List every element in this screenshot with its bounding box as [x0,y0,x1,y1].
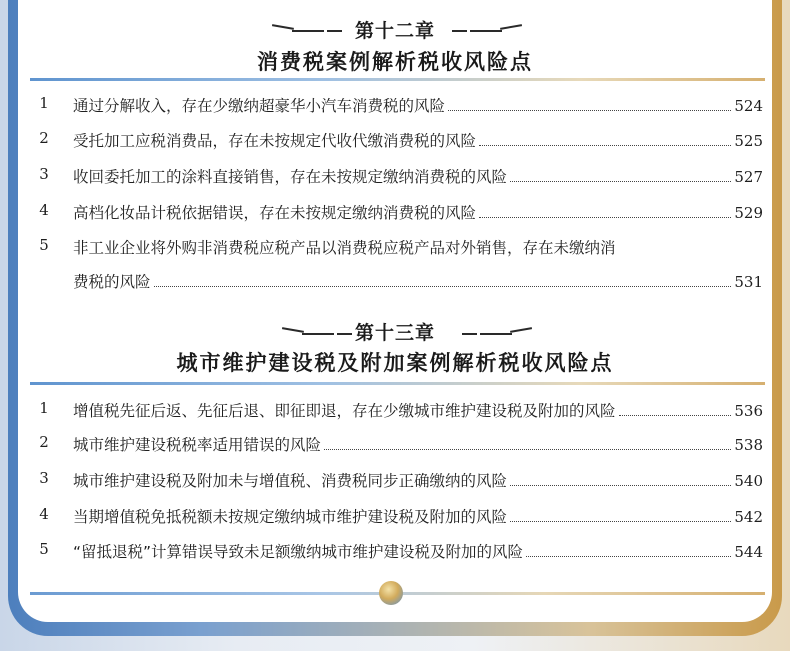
chapter-number: 第十三章 [354,322,435,344]
entry-title: “留抵退税”计算错误导致未足额缴纳城市维护建设税及附加的风险 [73,543,524,561]
entry-page: 531 [734,273,763,291]
leader-dots [510,521,731,522]
entry-title: 当期增值税免抵税额未按规定缴纳城市维护建设税及附加的风险 [73,508,508,526]
chapter-title: 消费税案例解析税收风险点 [257,49,533,74]
leader-dots [448,110,731,111]
chapter-title: 城市维护建设税及附加案例解析税收风险点 [176,350,614,375]
entry-index: 4 [39,505,49,523]
leader-dots [510,485,731,486]
entry-index: 5 [39,236,49,254]
leader-dots [479,217,731,218]
entry-index: 4 [39,201,49,219]
toc-entry-continued[interactable] [0,270,790,300]
entry-index: 5 [39,540,49,558]
entry-index: 1 [39,399,49,417]
leader-dots [324,449,731,450]
chapter-number: 第十二章 [354,20,435,42]
toc-entry[interactable] [0,236,790,266]
toc-entry[interactable] [0,399,790,429]
entry-page: 540 [734,472,763,490]
entry-title-continued: 费税的风险 [73,273,151,291]
toc-entry[interactable] [0,433,790,463]
entry-page: 538 [734,436,763,454]
entry-title: 受托加工应税消费品，存在未按规定代收代缴消费税的风险 [73,132,477,150]
entry-title: 非工业企业将外购非消费税应税产品以消费税应税产品对外销售，存在未缴纳消 [73,239,616,257]
entry-page: 525 [734,132,763,150]
entry-index: 3 [39,165,49,183]
entry-page: 542 [734,508,763,526]
entry-page: 524 [734,97,763,115]
leader-dots [526,556,731,557]
entry-page: 527 [734,168,763,186]
entry-page: 529 [734,204,763,222]
entry-title: 通过分解收入，存在少缴纳超豪华小汽车消费税的风险 [73,97,446,115]
entry-title: 增值税先征后返、先征后退、即征即退，存在少缴城市维护建设税及附加的风险 [73,402,616,420]
entry-title: 城市维护建设税及附加未与增值税、消费税同步正确缴纳的风险 [73,472,508,490]
leader-dots [154,286,732,287]
leader-dots [510,181,731,182]
entry-index: 3 [39,469,49,487]
entry-index: 1 [39,94,49,112]
entry-index: 2 [39,433,49,451]
entry-page: 544 [734,543,763,561]
ornament-dot-icon [379,581,403,605]
toc-entry[interactable] [0,129,790,159]
entry-title: 高档化妆品计税依据错误，存在未按规定缴纳消费税的风险 [73,204,477,222]
toc-entry[interactable] [0,540,790,570]
toc-entry[interactable] [0,505,790,535]
leader-dots [619,415,732,416]
toc-entry[interactable] [0,165,790,195]
entry-page: 536 [734,402,763,420]
section-divider [30,78,765,81]
section-divider [30,382,765,385]
toc-entry[interactable] [0,94,790,124]
entry-index: 2 [39,129,49,147]
leader-dots [479,145,731,146]
entry-title: 收回委托加工的涂料直接销售，存在未按规定缴纳消费税的风险 [73,168,508,186]
toc-entry[interactable] [0,469,790,499]
entry-title: 城市维护建设税税率适用错误的风险 [73,436,322,454]
toc-entry[interactable] [0,201,790,231]
